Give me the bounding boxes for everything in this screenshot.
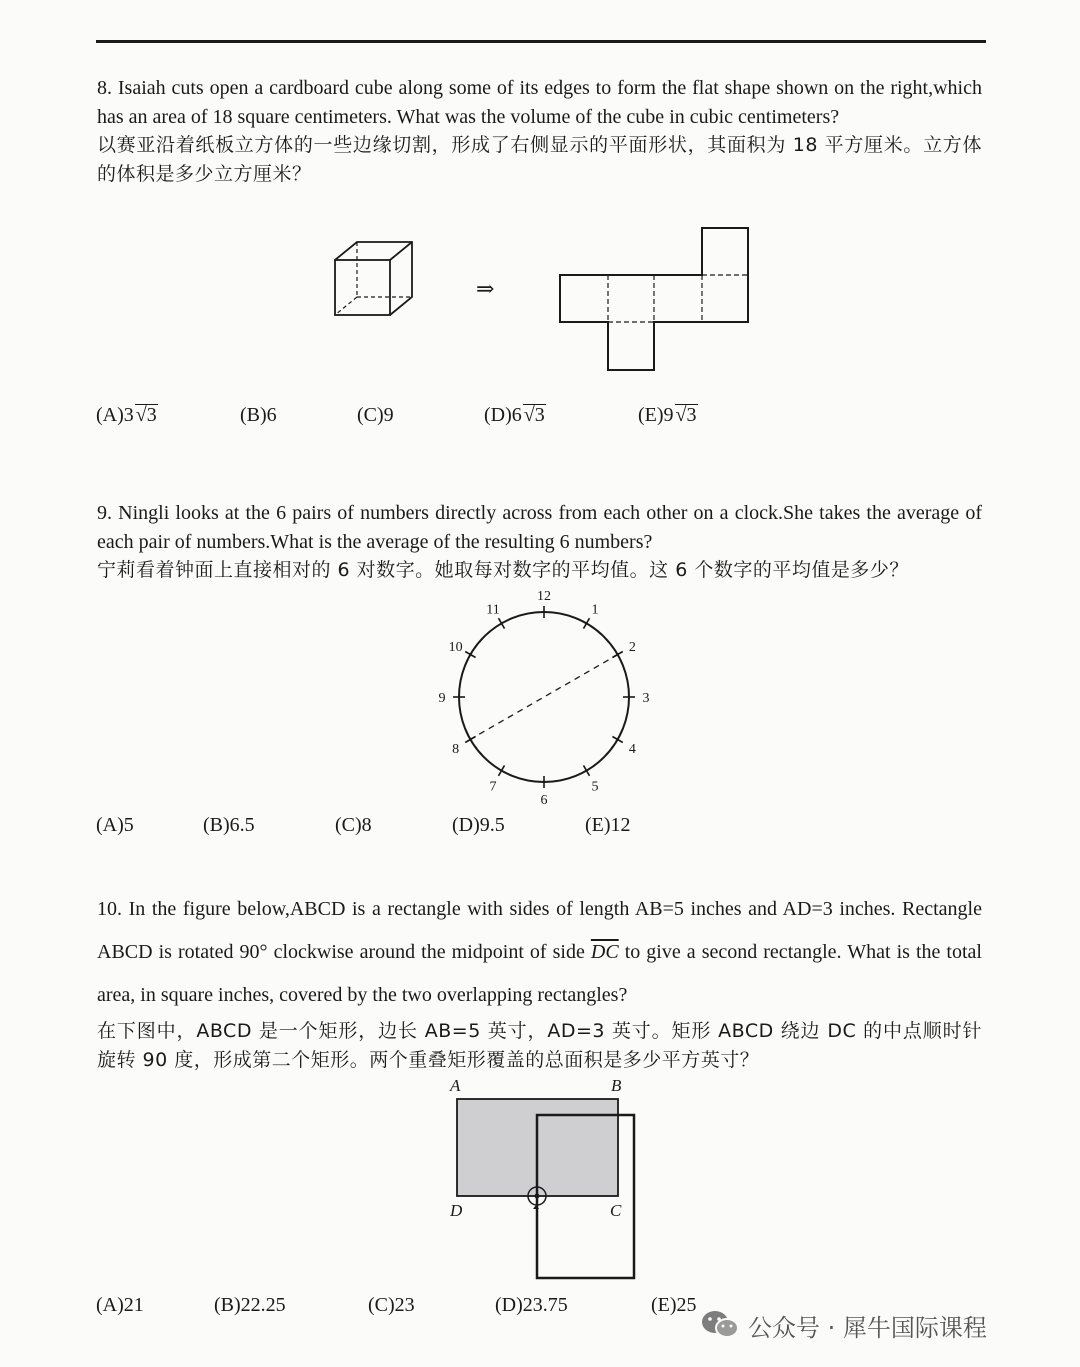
clock-tick [612, 652, 622, 658]
choice-9c[interactable]: (C)8 [335, 814, 372, 836]
choice-9d[interactable]: (D)9.5 [452, 814, 505, 836]
clock-number: 1 [591, 602, 599, 618]
label-d: D [450, 1201, 463, 1220]
sqrt-radicand: √3 [135, 404, 157, 426]
top-rule [96, 40, 986, 43]
clock-number: 6 [540, 793, 548, 808]
choice-8c[interactable]: (C)9 [357, 404, 394, 426]
clock-number: 3 [642, 691, 650, 706]
label-c: C [610, 1201, 622, 1220]
question-10-text: 10. In the figure below,ABCD is a rectangle with sides of length AB=5 inches and AD=3 inches. Rectangle ABCD is rotated 90° clockwise around the midpoint of side $\overline{DC}$ to give a second rectangle. What is the total area, in square inches, covered by the two overlapping rectangles? [97, 898, 982, 1006]
question-8 [97, 74, 982, 188]
clock-tick [612, 737, 622, 743]
choice-10b[interactable]: (B)22.25 [214, 1294, 286, 1316]
clock-number: 10 [448, 640, 463, 655]
clock-number: 8 [452, 742, 460, 757]
choice-10e[interactable]: (E)25 [651, 1294, 697, 1316]
clock-tick [584, 765, 590, 775]
sqrt-radicand: √3 [675, 404, 697, 426]
clock-number: 11 [486, 602, 500, 618]
watermark [700, 1305, 987, 1345]
choice-10c[interactable]: (C)23 [368, 1294, 415, 1316]
choice-8e[interactable]: (E)9 √3 [638, 404, 697, 426]
label-a: A [450, 1076, 461, 1095]
diameter-line [470, 655, 618, 740]
choice-9a[interactable]: (A)5 [96, 814, 134, 836]
clock-number: 2 [628, 640, 636, 655]
clock-number: 4 [628, 742, 636, 757]
clock-number: 12 [537, 589, 551, 604]
sqrt-radicand: √3 [523, 404, 545, 426]
clock-tick [499, 765, 505, 775]
question-10-text-zh: 在下图中，ABCD 是一个矩形，边长 AB=5 英寸，AD=3 英寸。矩形 ABCD 绕边 DC 的中点顺时针旋转 90 度，形成第二个矩形。两个重叠矩形覆盖的总面积是多少平方英寸？ [97, 1020, 982, 1071]
choice-10d[interactable]: (D)23.75 [495, 1294, 568, 1316]
clock-tick [584, 618, 590, 628]
question-9 [97, 499, 982, 585]
question-8-text: 8. Isaiah cuts open a cardboard cube along some of its edges to form the flat shape shown on the right,which has an area of 18 square centimeters. What was the volume of the cube in cubic centimeters? [97, 77, 982, 128]
question-8-text-zh: 以赛亚沿着纸板立方体的一些边缘切割，形成了右侧显示的平面形状，其面积为 18 平方厘米。立方体的体积是多少立方厘米？ [97, 134, 982, 185]
clock-number: 9 [438, 691, 446, 706]
choice-8d[interactable]: (D)6 √3 [484, 404, 545, 426]
choice-9b[interactable]: (B)6.5 [203, 814, 255, 836]
clock-tick [465, 652, 475, 658]
cube-net-figure [558, 226, 753, 376]
choice-10a[interactable]: (A)21 [96, 1294, 144, 1316]
clock-number: 5 [591, 779, 599, 795]
label-b: B [611, 1076, 622, 1095]
choice-9e[interactable]: (E)12 [585, 814, 631, 836]
watermark-text: 公众号 · 犀牛国际课程 [748, 1313, 987, 1342]
rectangle-figure [440, 1074, 650, 1289]
arrow-icon: ⇒ [476, 276, 495, 301]
wechat-icon [700, 1308, 740, 1342]
question-9-text-zh: 宁莉看着钟面上直接相对的 6 对数字。她取每对数字的平均值。这 6 个数字的平均值是多少？ [97, 559, 909, 581]
clock-tick [465, 737, 475, 743]
clock-number: 7 [489, 779, 497, 795]
cube-figure [330, 240, 420, 320]
choice-8a[interactable]: (A)3 √3 [96, 404, 157, 426]
choice-8b[interactable]: (B)6 [240, 404, 277, 426]
question-10 [97, 888, 982, 1074]
clock-tick [499, 618, 505, 628]
clock-figure [430, 585, 660, 815]
question-9-text: 9. Ningli looks at the 6 pairs of numbers directly across from each other on a clock.She takes the average of each pair of numbers.What is the average of the resulting 6 numbers? [97, 502, 982, 553]
